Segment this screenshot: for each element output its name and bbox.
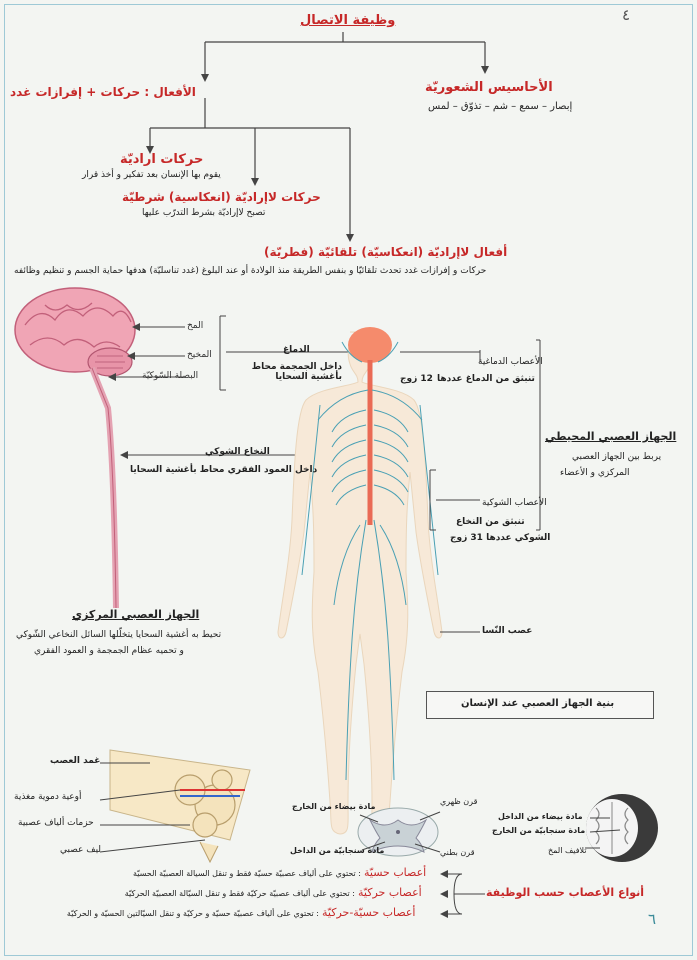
page-title: وظيفة الاتصال <box>300 13 396 28</box>
cns-desc-line1: تحيط به أغشية السحايا يتخلّلها السائل النخاعي الشّوكي <box>16 630 222 640</box>
corner-mark: ٤ <box>622 6 631 24</box>
motor-nerves-name: أعصاب حركيّة <box>358 886 422 899</box>
cns-title: الجهاز العصبي المركزي <box>72 608 200 621</box>
mixed-nerves-name: أعصاب حسيّة-حركيّة <box>322 906 416 919</box>
spinal-nerves-line2: الشوكي عددها 31 زوج <box>450 533 551 543</box>
senses-title: الأحاسيس الشعوريّة <box>425 80 553 95</box>
pns-desc-line1: يربط بين الجهاز العصبي <box>572 452 662 462</box>
cord-grey-inside-label: مادة سنجابيّة من الداخل <box>290 846 385 855</box>
cns-desc-line2: و تحميه عظام الجمجمة و العمود الفقري <box>34 646 184 656</box>
voluntary-desc: يقوم بها الإنسان بعد تفكير و أخذ قرار <box>82 170 221 180</box>
reflex-title: أفعال لاإراديّة (انعكاسيّة) تلقائيّة (فطريّة) <box>264 245 508 259</box>
pns-desc-line2: المركزي و الأعضاء <box>560 468 630 478</box>
nerve-bundle-illustration <box>110 750 250 862</box>
structure-caption-box <box>426 691 654 719</box>
sensory-nerves-desc: : تحتوي على ألياف عصبيّة حسيّة فقط و تنقل السيالة العصبيّة الحسيّة <box>132 869 361 878</box>
fiber-bundles-label: حزمات ألياف عصبية <box>18 818 94 828</box>
motor-nerves-desc: : تحتوي على ألياف عصبيّة حركيّة فقط و تنقل السيّالة العصبيّة الحركيّة <box>124 889 355 898</box>
cord-white-outside-label: مادة بيضاء من الخارج <box>292 802 376 811</box>
ventral-horn-label: قرن بطني <box>440 848 475 857</box>
cranial-nerves-title: الأعصاب الدماغية <box>478 357 543 367</box>
body-illustration <box>278 327 442 834</box>
pns-title: الجهاز العصبي المحيطي <box>545 430 677 443</box>
medulla-label: البصلة السّوكيّة <box>142 371 199 381</box>
reflex-desc: حركات و إفرازات غدد تحدث تلقائيّا و بنفس الطريقة منذ الولادة أو عند البلوغ (غدد تناسليّة) هدفها حماية الجسم و تنظيم وظائفه <box>14 266 487 276</box>
conditioned-title: حركات لاإراديّة (انعكاسية) شرطيّة <box>122 190 321 204</box>
cerebellum-label: المخيخ <box>187 350 212 360</box>
mixed-nerves-desc: : تحتوي على ألياف عصبيّة حسيّة و حركيّة و تنقل السيّالتين الحسيّة و الحركيّة <box>66 909 319 918</box>
brain-grey-outside-label: مادة سنجابيّة من الخارج <box>492 826 586 835</box>
cerebrum-label: المخ <box>187 321 204 331</box>
cranial-nerves-line1: تنبثق من الدماغ عددها <box>437 374 535 384</box>
nerve-types-heading: أنواع الأعصاب حسب الوظيفة <box>486 886 645 899</box>
brain-title: الدماغ <box>283 345 310 355</box>
spinal-nerves-title: الأعصاب الشوكية <box>482 498 547 508</box>
sensory-nerves-name: أعصاب حسيّة <box>364 866 427 879</box>
page-number: ٦ <box>648 910 657 928</box>
brain-desc: داخل الجمجمة محاط بأغشية السحايا <box>251 362 342 382</box>
spinal-nerves-line1: تنبثق من النخاع <box>456 517 525 527</box>
nerve-fiber-label: ليف عصبي <box>60 845 102 855</box>
brain-white-inside-label: مادة بيضاء من الداخل <box>498 812 583 821</box>
dorsal-horn-label: قرن ظهري <box>440 797 478 806</box>
spinal-cord-desc: داخل العمود الفقري محاط بأغشية السحايا <box>130 465 318 475</box>
nerve-sheath-label: غمد العصب <box>50 756 101 766</box>
blood-vessels-label: أوعية دموية مغذية <box>14 792 82 802</box>
actions-title: الأفعال : حركات + إفرازات غدد <box>10 85 196 99</box>
conditioned-desc: تصبح لاإراديّة بشرط التدرّب عليها <box>142 208 266 218</box>
brain-illustration <box>15 288 135 608</box>
spinal-cord-title: النخاع الشوكي <box>205 447 270 457</box>
convolutions-label: تلافيف المخ <box>548 846 587 855</box>
brain-section-illustration <box>586 794 658 862</box>
voluntary-title: حركات اراديّة <box>120 152 204 167</box>
sciatic-nerve-label: عصب النّسا <box>482 626 533 636</box>
structure-caption: بنية الجهاز العصبي عند الإنسان <box>461 698 615 709</box>
senses-items: إبصار – سمع – شم – تذوّق – لمس <box>428 101 573 112</box>
cranial-nerves-count: 12 زوج <box>400 374 433 384</box>
